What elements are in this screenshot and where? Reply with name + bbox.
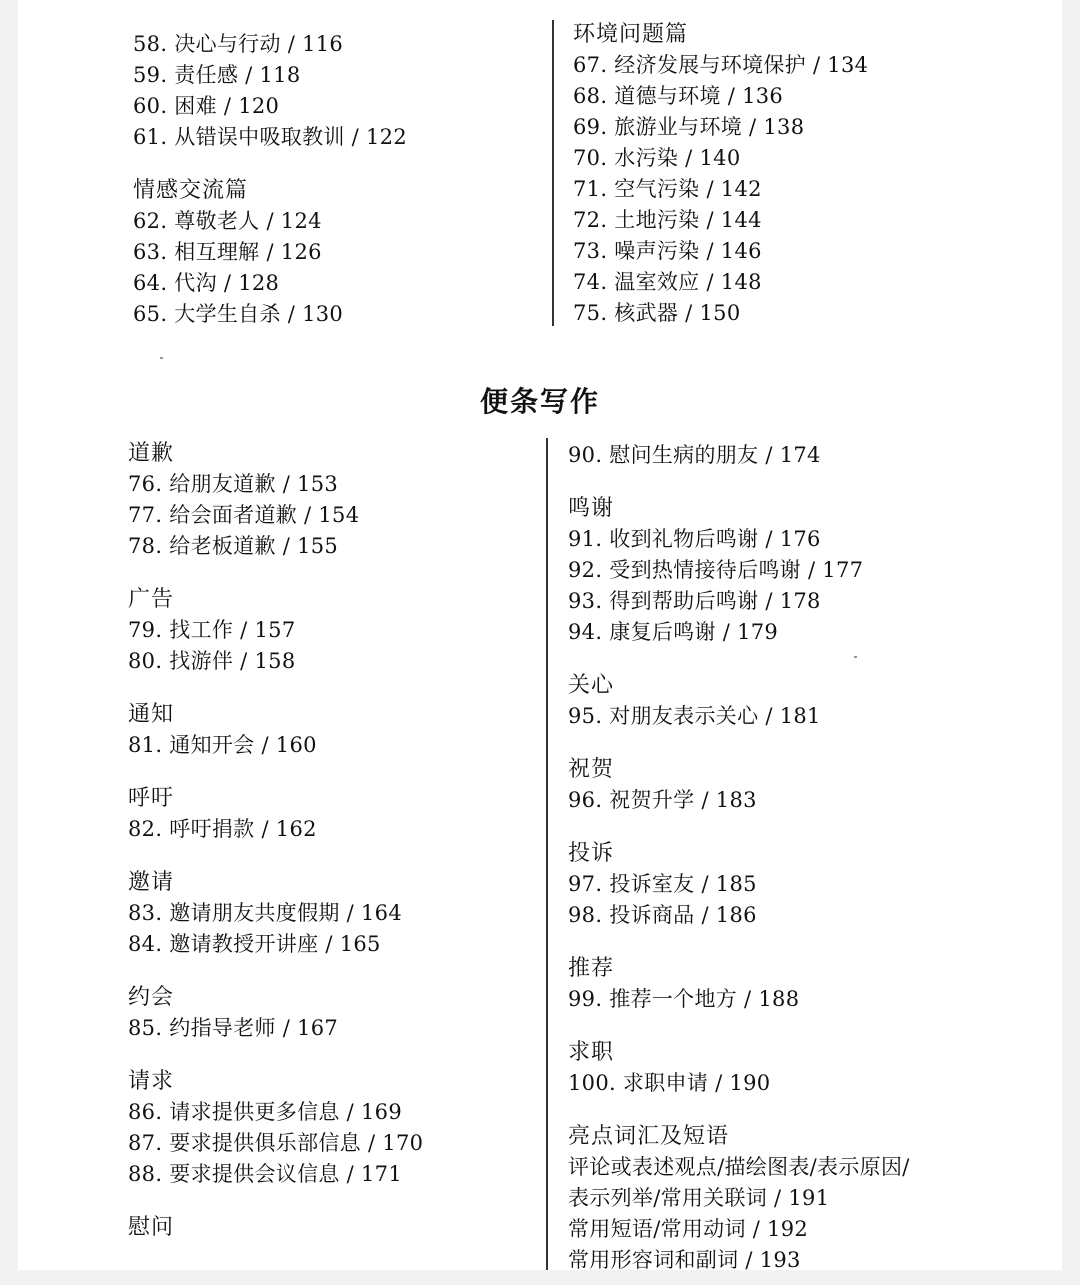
document-page bbox=[18, 0, 1062, 1270]
toc-entry: 75. 核武器 / 150 bbox=[573, 301, 741, 325]
section-heading: 鸣谢 bbox=[568, 496, 615, 521]
section-gap bbox=[128, 677, 423, 699]
section-gap bbox=[128, 562, 423, 584]
toc-entry: 82. 呼吁捐款 / 162 bbox=[128, 817, 317, 841]
section-gap bbox=[568, 471, 910, 493]
toc-entry: 98. 投诉商品 / 186 bbox=[568, 903, 757, 927]
toc-entry: 76. 给朋友道歉 / 153 bbox=[128, 472, 339, 496]
section-heading: 约会 bbox=[128, 985, 175, 1010]
section-heading: 祝贺 bbox=[568, 757, 615, 782]
section-gap bbox=[568, 1099, 910, 1121]
toc-entry: 59. 责任感 / 118 bbox=[133, 63, 301, 87]
toc-entry: 常用短语/常用动词 / 192 bbox=[568, 1217, 809, 1241]
column-divider-top bbox=[552, 20, 554, 326]
toc-entry: 93. 得到帮助后鸣谢 / 178 bbox=[568, 589, 821, 613]
section-gap bbox=[568, 648, 910, 670]
section-heading: 推荐 bbox=[568, 956, 615, 981]
toc-entry: 97. 投诉室友 / 185 bbox=[568, 872, 757, 896]
toc-entry: 常用形容词和副词 / 193 bbox=[568, 1248, 801, 1272]
toc-entry: 87. 要求提供俱乐部信息 / 170 bbox=[128, 1131, 424, 1155]
toc-entry: 86. 请求提供更多信息 / 169 bbox=[128, 1100, 402, 1124]
section-heading: 亮点词汇及短语 bbox=[568, 1124, 730, 1149]
toc-entry: 67. 经济发展与环境保护 / 134 bbox=[573, 53, 869, 77]
toc-entry: 73. 噪声污染 / 146 bbox=[573, 239, 762, 263]
scan-speck bbox=[854, 656, 857, 658]
toc-entry: 99. 推荐一个地方 / 188 bbox=[568, 987, 800, 1011]
toc-entry: 90. 慰问生病的朋友 / 174 bbox=[568, 443, 821, 467]
scan-speck bbox=[160, 357, 163, 359]
toc-entry: 评论或表述观点/描绘图表/表示原因/ bbox=[568, 1155, 910, 1179]
section-heading: 广告 bbox=[128, 587, 175, 612]
section-heading: 呼吁 bbox=[128, 786, 175, 811]
toc-entry: 77. 给会面者道歉 / 154 bbox=[128, 503, 360, 527]
toc-entry: 83. 邀请朋友共度假期 / 164 bbox=[128, 901, 402, 925]
section-gap bbox=[133, 153, 407, 175]
toc-entry: 79. 找工作 / 157 bbox=[128, 618, 296, 642]
column-divider-bottom bbox=[546, 438, 548, 1270]
toc-entry: 表示列举/常用关联词 / 191 bbox=[568, 1186, 830, 1210]
section-heading: 求职 bbox=[568, 1040, 615, 1065]
section-gap bbox=[568, 931, 910, 953]
section-heading: 环境问题篇 bbox=[573, 22, 689, 47]
toc-entry: 74. 温室效应 / 148 bbox=[573, 270, 762, 294]
toc-entry: 71. 空气污染 / 142 bbox=[573, 177, 762, 201]
toc-entry: 80. 找游伴 / 158 bbox=[128, 649, 296, 673]
section-title: 便条写作 bbox=[479, 385, 600, 418]
toc-entry: 78. 给老板道歉 / 155 bbox=[128, 534, 339, 558]
section-heading: 道歉 bbox=[128, 441, 175, 466]
toc-entry: 81. 通知开会 / 160 bbox=[128, 733, 317, 757]
toc-entry: 85. 约指导老师 / 167 bbox=[128, 1016, 339, 1040]
toc-entry: 95. 对朋友表示关心 / 181 bbox=[568, 704, 821, 728]
toc-entry: 68. 道德与环境 / 136 bbox=[573, 84, 784, 108]
section-gap bbox=[128, 1190, 423, 1212]
toc-entry: 94. 康复后鸣谢 / 179 bbox=[568, 620, 779, 644]
toc-entry: 61. 从错误中吸取教训 / 122 bbox=[133, 125, 407, 149]
toc-entry: 91. 收到礼物后鸣谢 / 176 bbox=[568, 527, 821, 551]
top-right-column bbox=[573, 19, 868, 329]
section-gap bbox=[128, 1044, 423, 1066]
section-heading: 邀请 bbox=[128, 870, 175, 895]
toc-entry: 64. 代沟 / 128 bbox=[133, 271, 280, 295]
section-heading: 关心 bbox=[568, 673, 615, 698]
section-gap bbox=[568, 1015, 910, 1037]
section-heading: 通知 bbox=[128, 702, 175, 727]
section-gap bbox=[128, 761, 423, 783]
toc-entry: 60. 困难 / 120 bbox=[133, 94, 280, 118]
section-gap bbox=[128, 960, 423, 982]
toc-entry: 69. 旅游业与环境 / 138 bbox=[573, 115, 805, 139]
top-left-column bbox=[133, 29, 407, 330]
toc-entry: 88. 要求提供会议信息 / 171 bbox=[128, 1162, 402, 1186]
toc-entry: 84. 邀请教授开讲座 / 165 bbox=[128, 932, 381, 956]
section-gap bbox=[568, 732, 910, 754]
toc-entry: 70. 水污染 / 140 bbox=[573, 146, 741, 170]
toc-entry: 62. 尊敬老人 / 124 bbox=[133, 209, 322, 233]
toc-entry: 58. 决心与行动 / 116 bbox=[133, 32, 344, 56]
toc-entry: 72. 土地污染 / 144 bbox=[573, 208, 762, 232]
section-gap bbox=[568, 816, 910, 838]
section-heading: 情感交流篇 bbox=[133, 178, 249, 203]
toc-entry: 65. 大学生自杀 / 130 bbox=[133, 302, 344, 326]
bottom-right-column bbox=[568, 440, 910, 1276]
section-heading: 请求 bbox=[128, 1069, 175, 1094]
toc-entry: 63. 相互理解 / 126 bbox=[133, 240, 322, 264]
section-heading: 慰问 bbox=[128, 1215, 175, 1240]
bottom-left-column bbox=[128, 438, 423, 1243]
section-heading: 投诉 bbox=[568, 841, 615, 866]
toc-entry: 92. 受到热情接待后鸣谢 / 177 bbox=[568, 558, 864, 582]
toc-entry: 100. 求职申请 / 190 bbox=[568, 1071, 771, 1095]
toc-entry: 96. 祝贺升学 / 183 bbox=[568, 788, 757, 812]
section-gap bbox=[128, 845, 423, 867]
